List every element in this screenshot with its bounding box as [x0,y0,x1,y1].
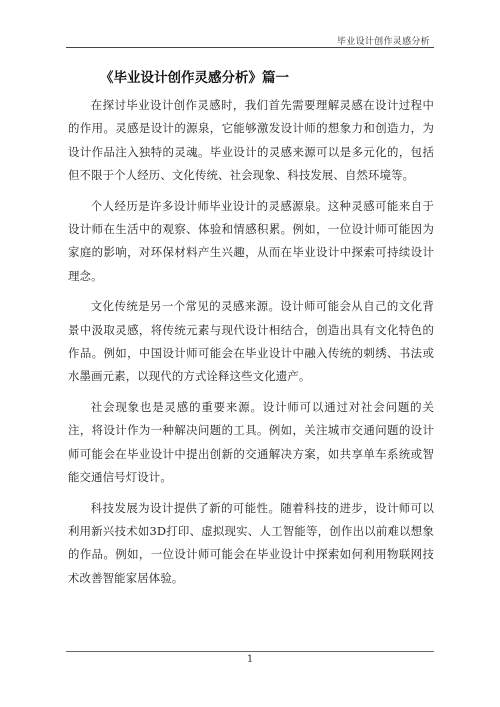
header-rule [66,47,434,48]
paragraph-intro: 在探讨毕业设计创作灵感时，我们首先需要理解灵感在设计过程中的作用。灵感是设计的源泉，它能够激发设计师的想象力和创造力，为设计作品注入独特的灵魂。毕业设计的灵感来源可以是多元化的，包括但不限于个人经历、文化传统、社会现象、科技发展、自然环境等。 [68,98,434,183]
page-number: 1 [246,654,254,665]
paragraph-technology: 科技发展为设计提供了新的可能性。随着科技的进步，设计师可以利用新兴技术如3D打印、虚拟现实、人工智能等，创作出以前难以想象的作品。例如，一位设计师可能会在毕业设计中探索如何利用物联网技术改善智能家居体验。 [68,500,434,585]
document-body [68,94,434,597]
footer-rule [66,651,434,652]
document-title: 《毕业设计创作灵感分析》篇一 [100,70,289,86]
paragraph-cultural-tradition: 文化传统是另一个常见的灵感来源。设计师可能会从自己的文化背景中汲取灵感，将传统元素与现代设计相结合，创造出具有文化特色的作品。例如，中国设计师可能会在毕业设计中融入传统的刺绣、书法或水墨画元素，以现代的方式诠释这些文化遗产。 [68,299,434,384]
running-header: 毕业设计创作灵感分析 [336,37,430,47]
paragraph-personal-experience: 个人经历是许多设计师毕业设计的灵感源泉。这种灵感可能来自于设计师在生活中的观察、体验和情感积累。例如，一位设计师可能因为家庭的影响，对环保材料产生兴趣，从而在毕业设计中探索可持续设计理念。 [68,198,434,283]
paragraph-social-phenomena: 社会现象也是灵感的重要来源。设计师可以通过对社会问题的关注，将设计作为一种解决问题的工具。例如，关注城市交通问题的设计师可能会在毕业设计中提出创新的交通解决方案，如共享单车系统或智能交通信号灯设计。 [68,399,434,485]
